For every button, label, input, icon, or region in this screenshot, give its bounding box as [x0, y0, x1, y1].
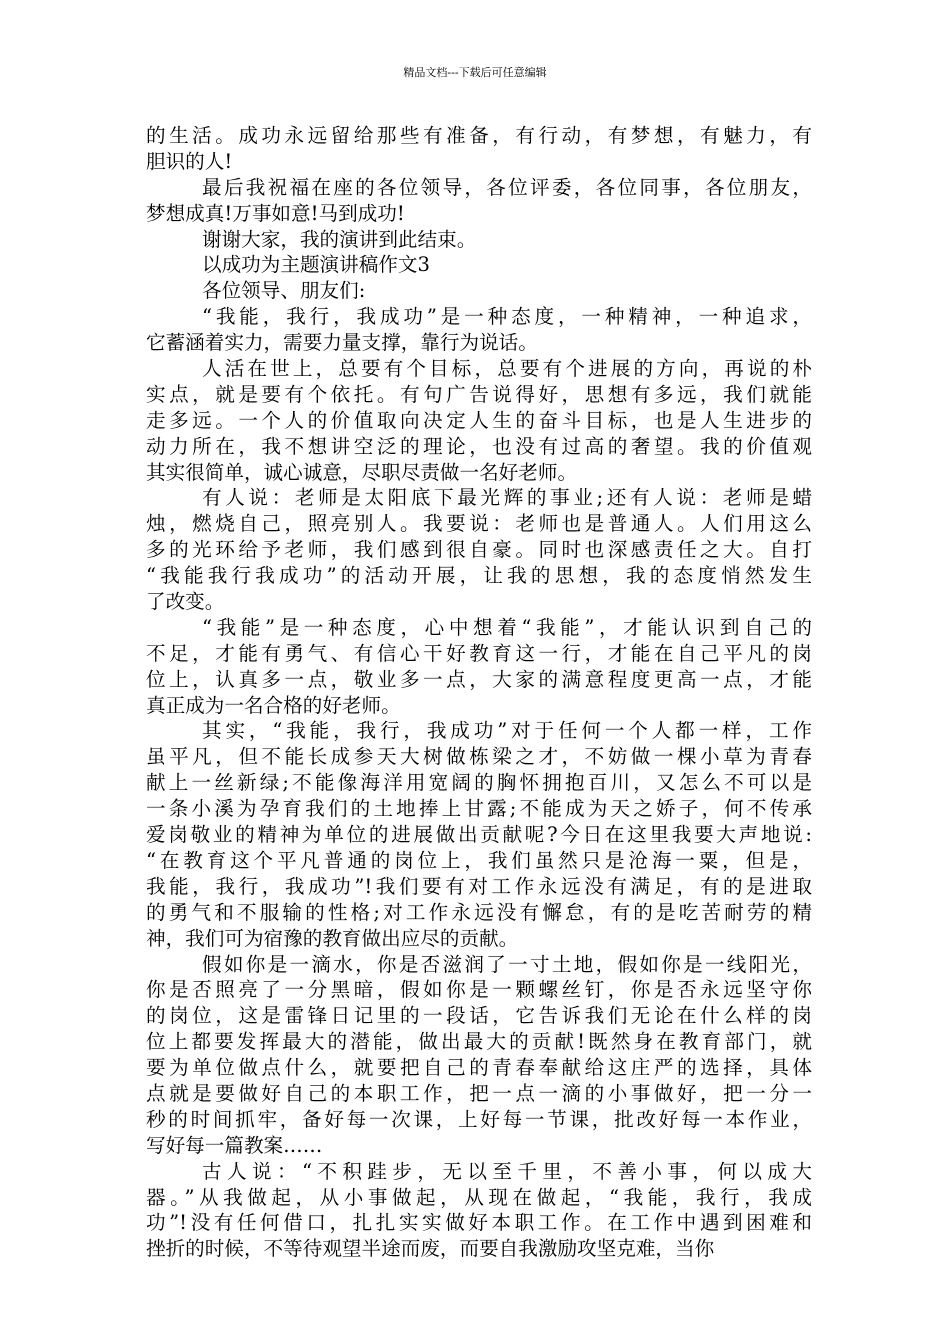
text-line: 梦想成真!万事如意!马到成功!: [146, 201, 405, 225]
text-line: 挫折的时候，不等待观望半途而废，而要自我激励攻坚克难，当你: [146, 1237, 715, 1261]
paragraph: [146, 1159, 812, 1263]
text-line: “我能我行我成功”的活动开展，让我的思想，我的态度悄然发生: [146, 564, 812, 588]
text-line: 最后我祝福在座的各位领导，各位评委，各位同事，各位朋友，: [202, 175, 812, 199]
text-line: 各位领导、朋友们:: [202, 279, 366, 303]
text-line: 真正成为一名合格的好老师。: [146, 693, 401, 717]
text-line: 了改变。: [146, 590, 225, 614]
text-line: 的勇气和不服输的性格;对工作永远没有懈怠，有的是吃苦耐劳的精: [146, 900, 812, 924]
text-line: 我能，我行，我成功”!我们要有对工作永远没有满足，有的是进取: [146, 874, 812, 898]
paragraph: [146, 175, 812, 227]
text-line: 以成功为主题演讲稿作文3: [202, 253, 430, 277]
text-line: 神，我们可为宿豫的教育做出应尽的贡献。: [146, 926, 519, 950]
text-line: 点就是要做好自己的本职工作，把一点一滴的小事做好，把一分一: [146, 1081, 812, 1105]
text-line: 其实，“我能，我行，我成功”对于任何一个人都一样，工作: [202, 719, 812, 743]
paragraph: [146, 952, 812, 1159]
text-line: 多的光环给予老师，我们感到很自豪。同时也深感责任之大。自打: [146, 538, 812, 562]
paragraph: [146, 615, 812, 719]
text-line: 其实很简单，诚心诚意，尽职尽责做一名好老师。: [146, 460, 578, 484]
paragraph: [146, 356, 812, 485]
text-line: 要为单位做点什么，就要把自己的青春奉献给这庄严的选择，具体: [146, 1056, 812, 1080]
text-line: 假如你是一滴水，你是否滋润了一寸土地，假如你是一线阳光，: [202, 952, 812, 976]
text-line: 位上，认真多一点，敬业多一点，大家的满意程度更高一点，才能: [146, 667, 812, 691]
page-header: 精品文档---下载后可任意编辑: [403, 66, 547, 79]
text-line: 功”!没有任何借口，扎扎实实做好本职工作。在工作中遇到困难和: [146, 1211, 812, 1235]
text-line: 器。”从我做起，从小事做起，从现在做起，“我能，我行，我成: [146, 1185, 812, 1209]
paragraph: [146, 278, 812, 304]
text-line: 它蓄涵着实力，需要力量支撑，靠行为说话。: [146, 331, 538, 355]
text-line: 人活在世上，总要有个目标，总要有个进展的方向，再说的朴: [202, 357, 812, 381]
text-line: 虽平凡，但不能长成参天大树做栋梁之才，不妨做一棵小草为青春: [146, 745, 812, 769]
paragraph: [146, 485, 812, 614]
text-line: 献上一丝新绿;不能像海洋用宽阔的胸怀拥抱百川，又怎么不可以是: [146, 771, 812, 795]
text-line: 实点，就是要有个依托。有句广告说得好，思想有多远，我们就能: [146, 382, 812, 406]
text-line: 秒的时间抓牢，备好每一次课，上好每一节课，批改好每一本作业，: [146, 1107, 812, 1131]
text-line: 走多远。一个人的价值取向决定人生的奋斗目标，也是人生进步的: [146, 408, 812, 432]
paragraph: [146, 304, 812, 356]
text-line: 古人说：“不积跬步，无以至千里，不善小事，何以成大: [202, 1159, 812, 1183]
text-line: 一条小溪为孕育我们的土地捧上甘露;不能成为天之娇子，何不传承: [146, 797, 812, 821]
paragraph: [146, 252, 812, 278]
paragraph: [146, 718, 812, 951]
text-line: “我能”是一种态度，心中想着“我能”，才能认识到自己的: [202, 615, 812, 639]
text-line: 的生活。成功永远留给那些有准备，有行动，有梦想，有魅力，有: [146, 124, 812, 147]
text-line: “在教育这个平凡普通的岗位上，我们虽然只是沧海一粟，但是，: [146, 848, 812, 872]
text-line: 谢谢大家，我的演讲到此结束。: [202, 227, 477, 251]
text-line: 你是否照亮了一分黑暗，假如你是一颗螺丝钉，你是否永远坚守你: [146, 978, 812, 1002]
text-line: 胆识的人!: [146, 149, 233, 173]
text-line: 位上都要发挥最大的潜能，做出最大的贡献!既然身在教育部门，就: [146, 1030, 812, 1054]
paragraph: [146, 123, 812, 175]
text-line: 爱岗敬业的精神为单位的进展做出贡献呢?今日在这里我要大声地说:: [146, 823, 812, 847]
paragraph: [146, 227, 812, 253]
text-line: 有人说：老师是太阳底下最光辉的事业;还有人说：老师是蜡: [202, 486, 812, 510]
text-line: 烛，燃烧自己，照亮别人。我要说：老师也是普通人。人们用这么: [146, 512, 812, 536]
text-line: “我能，我行，我成功”是一种态度，一种精神，一种追求，: [202, 305, 812, 329]
text-line: 写好每一篇教案……: [146, 1133, 323, 1157]
text-line: 不足，才能有勇气、有信心干好教育这一行，才能在自己平凡的岗: [146, 641, 812, 665]
text-line: 动力所在，我不想讲空泛的理论，也没有过高的奢望。我的价值观: [146, 434, 812, 458]
document-body: [146, 123, 812, 1262]
text-line: 的岗位，这是雷锋日记里的一段话，它告诉我们无论在什么样的岗: [146, 1004, 812, 1028]
